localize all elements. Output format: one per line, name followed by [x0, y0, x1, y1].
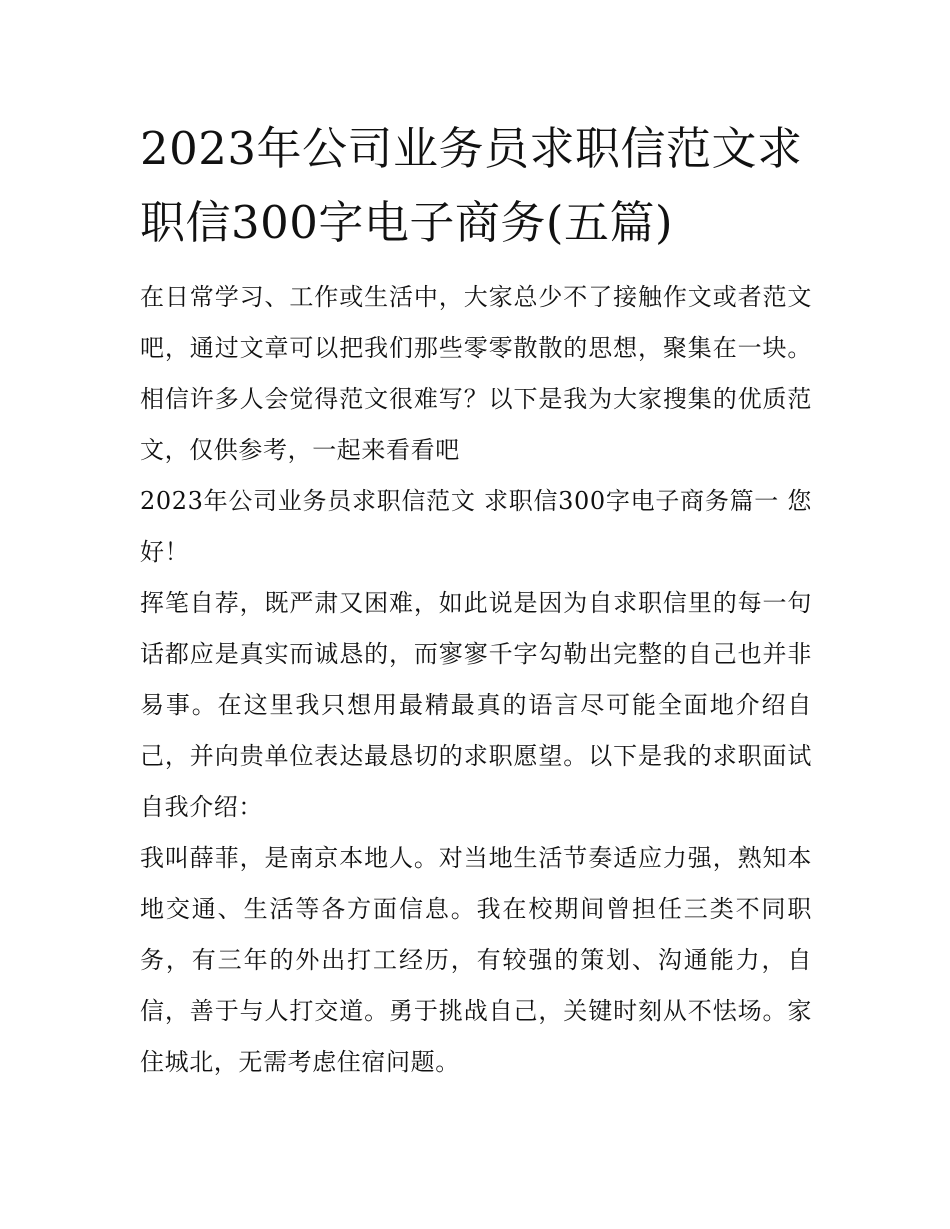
intro-paragraph: 在日常学习、工作或生活中，大家总少不了接触作文或者范文吧，通过文章可以把我们那些零零散散的思想，聚集在一块。相信许多人会觉得范文很难写？以下是我为大家搜集的优质范文，仅供参考，一起来看看吧	[140, 283, 812, 464]
document-title: 2023年公司业务员求职信范文求职信300字电子商务(五篇)	[140, 122, 803, 249]
document-body	[140, 112, 812, 1088]
letter-heading-paragraph: 2023年公司业务员求职信范文 求职信300字电子商务篇一 您好！	[140, 487, 812, 566]
self-introduction-paragraph: 我叫薛菲，是南京本地人。对当地生活节奏适应力强，熟知本地交通、生活等各方面信息。我在校期间曾担任三类不同职务，有三年的外出打工经历，有较强的策划、沟通能力，自信，善于与人打交道。勇于挑战自己，关键时刻从不怯场。家住城北，无需考虑住宿问题。	[140, 844, 812, 1076]
self-recommendation-paragraph: 挥笔自荐，既严肃又困难，如此说是因为自求职信里的每一句话都应是真实而诚恳的，而寥寥千字勾勒出完整的自己也并非易事。在这里我只想用最精最真的语言尽可能全面地介绍自己，并向贵单位表达最恳切的求职愿望。以下是我的求职面试自我介绍：	[140, 589, 812, 821]
